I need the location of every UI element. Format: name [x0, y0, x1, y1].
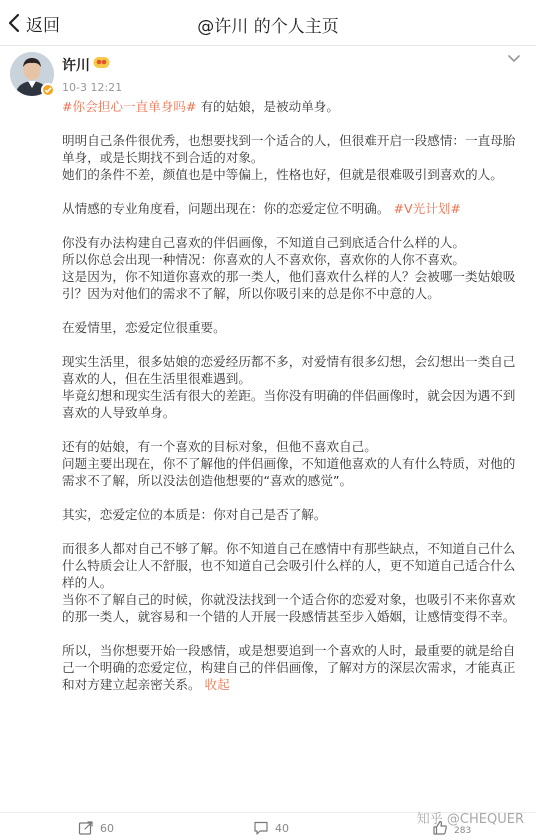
paragraph-text: 从情感的专业角度看，问题出现在：你的恋爱定位不明确。 — [62, 201, 394, 216]
verified-icon — [41, 83, 55, 97]
paragraph-text: 其实，恋爱定位的本质是：你对自己是否了解。 — [62, 507, 327, 522]
paragraph-gap — [62, 115, 522, 132]
repost-count: 60 — [100, 821, 114, 835]
paragraph-text: 你没有办法构建自己喜欢的伴侣画像，不知道自己到底适合什么样的人。 — [62, 235, 465, 250]
post-header — [0, 46, 536, 106]
paragraph-text: 她们的条件不差，颜值也是中等偏上，性格也好，但就是很难吸引到喜欢的人。 — [62, 167, 503, 182]
comment-icon — [253, 820, 269, 836]
paragraph-gap — [62, 489, 522, 506]
repost-icon — [78, 820, 94, 836]
paragraph-text: 问题主要出现在，你不了解他的伴侣画像，不知道他喜欢的人有什么特质，对他的需求不了解，所以没法创造他想要的“喜欢的感觉”。 — [62, 456, 516, 488]
paragraph-text: 而很多人都对自己不够了解。你不知道自己在感情中有那些缺点，不知道自己什么什么特质会让人不舒服，也不知道自己会吸引什么样的人，更不知道自己适合什么样的人。 — [62, 541, 516, 590]
paragraph-text: 毕竟幻想和现实生活有很大的差距。当你没有明确的伴侣画像时，就会因为遇不到喜欢的人导致单身。 — [62, 388, 516, 420]
collapse-link[interactable]: 收起 — [204, 677, 230, 692]
post-content — [62, 98, 522, 693]
paragraph-gap — [62, 523, 522, 540]
hashtag-link[interactable]: #V光计划# — [393, 201, 461, 216]
post-paragraph — [62, 540, 522, 591]
paragraph-gap — [62, 302, 522, 319]
post-paragraph — [62, 438, 522, 455]
post-paragraph — [62, 642, 522, 693]
top-bar — [0, 0, 536, 46]
page-title: @许川 的个人主页 — [197, 17, 339, 37]
repost-button[interactable] — [78, 819, 114, 837]
comment-button[interactable] — [253, 819, 289, 837]
paragraph-text: 还有的姑娘，有一个喜欢的目标对象，但他不喜欢自己。 — [62, 439, 377, 454]
hashtag-link[interactable]: #你会担心一直单身吗# — [62, 99, 197, 114]
post-paragraph — [62, 455, 522, 489]
like-count: 283 — [454, 826, 472, 836]
comment-count: 40 — [275, 821, 289, 835]
post-paragraph — [62, 166, 522, 183]
member-badge-icon[interactable] — [93, 56, 110, 69]
post-paragraph — [62, 506, 522, 523]
post-paragraph — [62, 591, 522, 625]
post-paragraph — [62, 98, 522, 115]
paragraph-text: 现实生活里，很多姑娘的恋爱经历都不多，对爱情有很多幻想，会幻想出一类自己喜欢的人，但在生活里很难遇到。 — [62, 354, 516, 386]
watermark: 知乎 @CHEQUER — [416, 812, 524, 827]
paragraph-gap — [62, 421, 522, 438]
post-paragraph — [62, 234, 522, 251]
paragraph-text: 有的姑娘，是被动单身。 — [196, 99, 339, 114]
post-paragraph — [62, 319, 522, 336]
post-paragraph — [62, 387, 522, 421]
post-paragraph — [62, 268, 522, 302]
paragraph-text: 当你不了解自己的时候，你就没法找到一个适合你的恋爱对象，也吸引不来你喜欢的那一类人，就容易和一个错的人开展一段感情甚至步入婚姻，让感情变得不幸。 — [62, 592, 516, 624]
post-paragraph — [62, 200, 522, 217]
paragraph-gap — [62, 183, 522, 200]
paragraph-text: 明明自己条件很优秀，也想要找到一个适合的人，但很难开启一段感情：一直母胎单身，或是长期找不到合适的对象。 — [62, 133, 516, 165]
paragraph-text: 所以你总会出现一种情况：你喜欢的人不喜欢你，喜欢你的人你不喜欢。 — [62, 252, 465, 267]
paragraph-text: 在爱情里，恋爱定位很重要。 — [62, 320, 226, 335]
author-name[interactable]: 许川 — [62, 58, 90, 74]
post-paragraph — [62, 251, 522, 268]
post-time: 10-3 12:21 — [62, 81, 123, 94]
paragraph-gap — [62, 625, 522, 642]
paragraph-text: 这是因为，你不知道你喜欢的那一类人，他们喜欢什么样的人？会被哪一类姑娘吸引？因为对他们的需求不了解，所以你吸引来的总是你不中意的人。 — [62, 269, 516, 301]
post-paragraph — [62, 132, 522, 166]
post-paragraph — [62, 353, 522, 387]
paragraph-gap — [62, 336, 522, 353]
back-label: 返回 — [26, 15, 60, 36]
paragraph-gap — [62, 217, 522, 234]
paragraph-text: 所以，当你想要开始一段感情，或是想要追到一个喜欢的人时，最重要的就是给自己一个明确的恋爱定位，构建自己的伴侣画像，了解对方的深层次需求，才能真正和对方建立起亲密关系。 — [62, 643, 516, 692]
more-icon[interactable] — [506, 50, 522, 66]
